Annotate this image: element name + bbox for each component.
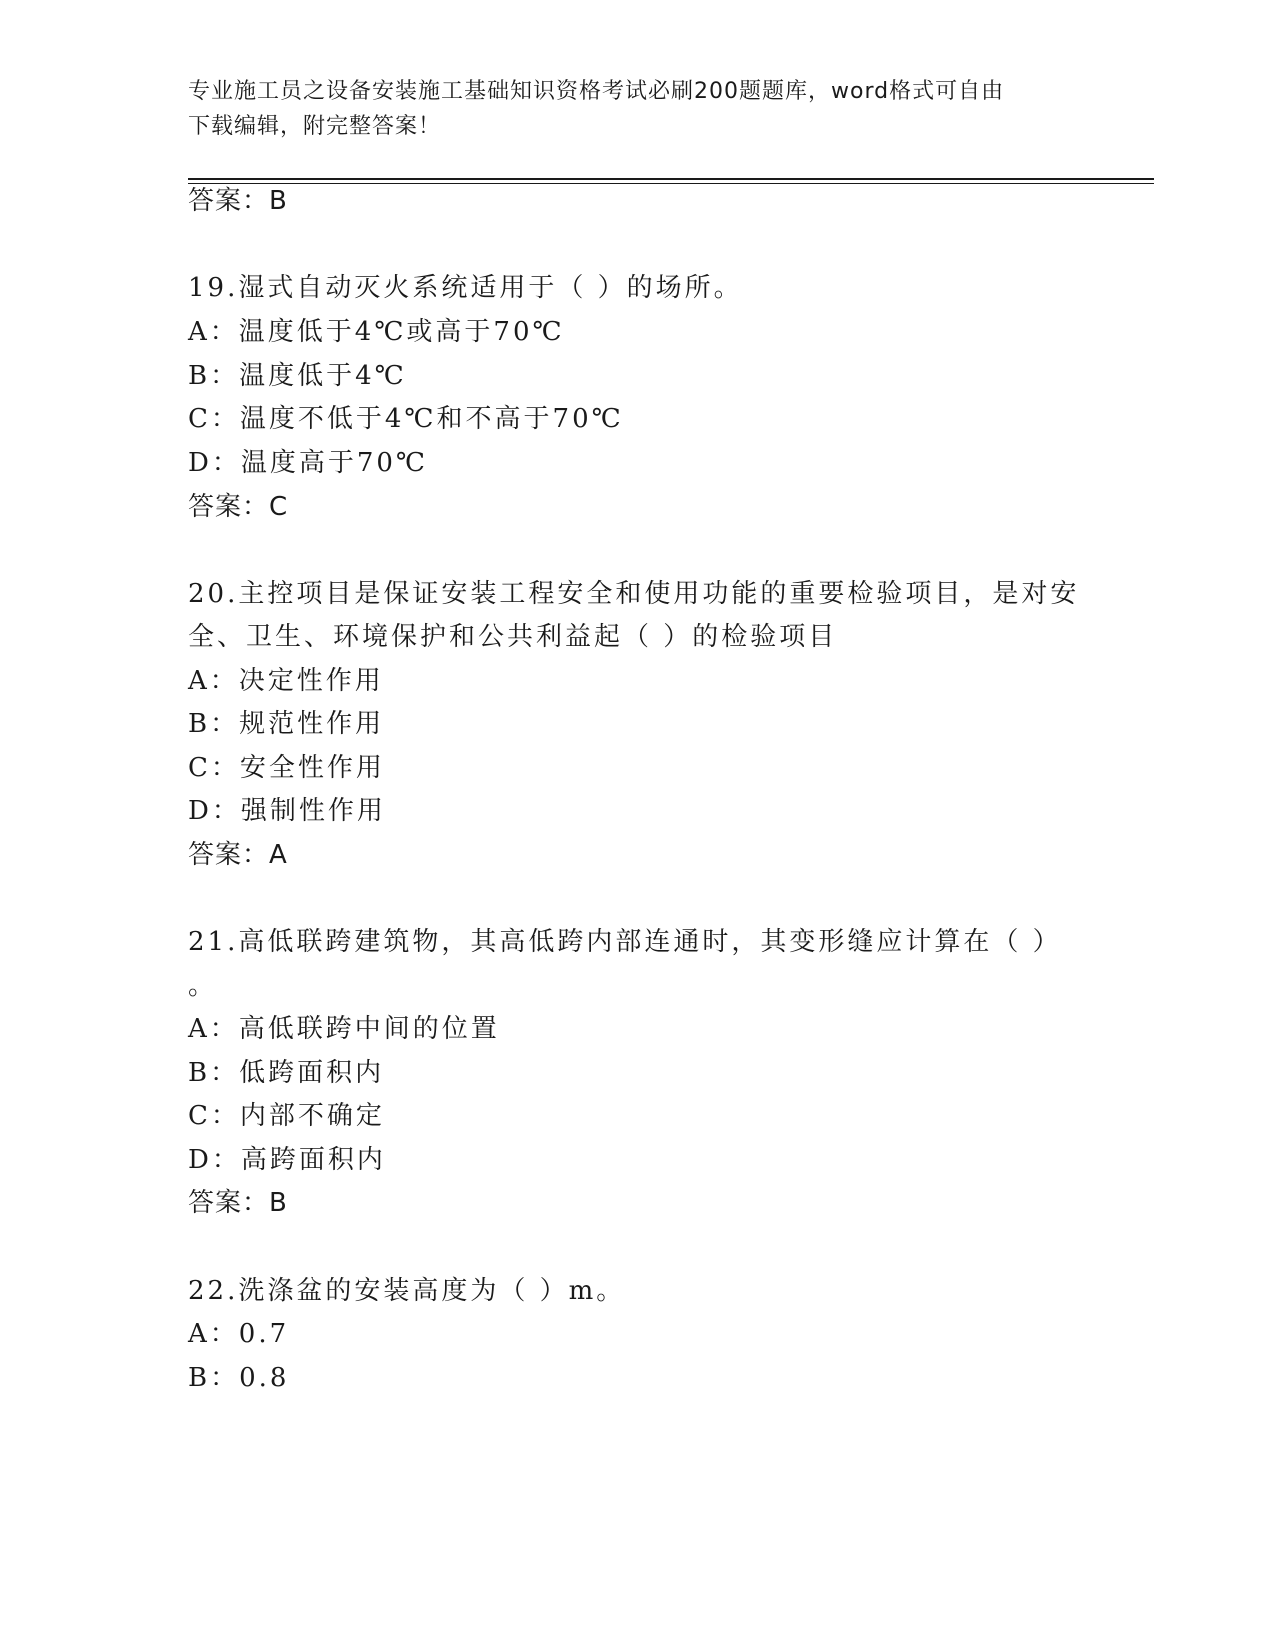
header-divider	[188, 178, 1154, 180]
question-19-stem: 19.湿式自动灭火系统适用于（ ）的场所。	[188, 273, 743, 303]
question-20-option-c: C：安全性作用	[188, 753, 385, 783]
question-21-option-d: D：高跨面积内	[188, 1145, 386, 1175]
question-21-option-b: B：低跨面积内	[188, 1058, 385, 1088]
question-20-answer: 答案：A	[188, 840, 288, 870]
header-line-2: 下载编辑，附完整答案！	[188, 114, 442, 139]
question-20-option-b: B：规范性作用	[188, 709, 385, 739]
question-21-stem-line-1: 21.高低联跨建筑物，其高低跨内部连通时，其变形缝应计算在（ ）	[188, 927, 1062, 957]
question-19-option-c: C：温度不低于4℃和不高于70℃	[188, 404, 624, 434]
answer-prev: 答案：B	[188, 186, 288, 216]
question-22-option-b: B：0.8	[188, 1363, 290, 1393]
header-divider-thin	[188, 183, 1154, 184]
question-21-stem-line-2: 。	[188, 971, 218, 1001]
question-20-stem-line-2: 全、卫生、环境保护和公共利益起（ ）的检验项目	[188, 622, 838, 652]
document-header	[188, 74, 1078, 144]
question-21-option-a: A：高低联跨中间的位置	[188, 1014, 500, 1044]
question-20-stem-line-1: 20.主控项目是保证安装工程安全和使用功能的重要检验项目，是对安	[188, 579, 1080, 609]
question-21-option-c: C：内部不确定	[188, 1101, 385, 1131]
question-21-answer: 答案：B	[188, 1188, 288, 1218]
question-19-answer: 答案：C	[188, 492, 289, 522]
question-20-option-d: D：强制性作用	[188, 796, 386, 826]
question-22-option-a: A：0.7	[188, 1319, 290, 1349]
question-19-option-b: B：温度低于4℃	[188, 361, 407, 391]
question-19-option-d: D：温度高于70℃	[188, 448, 429, 478]
question-20-option-a: A：决定性作用	[188, 666, 384, 696]
question-19-option-a: A：温度低于4℃或高于70℃	[188, 317, 565, 347]
header-line-1: 专业施工员之设备安装施工基础知识资格考试必刷200题题库，word格式可自由	[188, 79, 1005, 104]
question-22-stem: 22.洗涤盆的安装高度为（ ）m。	[188, 1276, 626, 1306]
